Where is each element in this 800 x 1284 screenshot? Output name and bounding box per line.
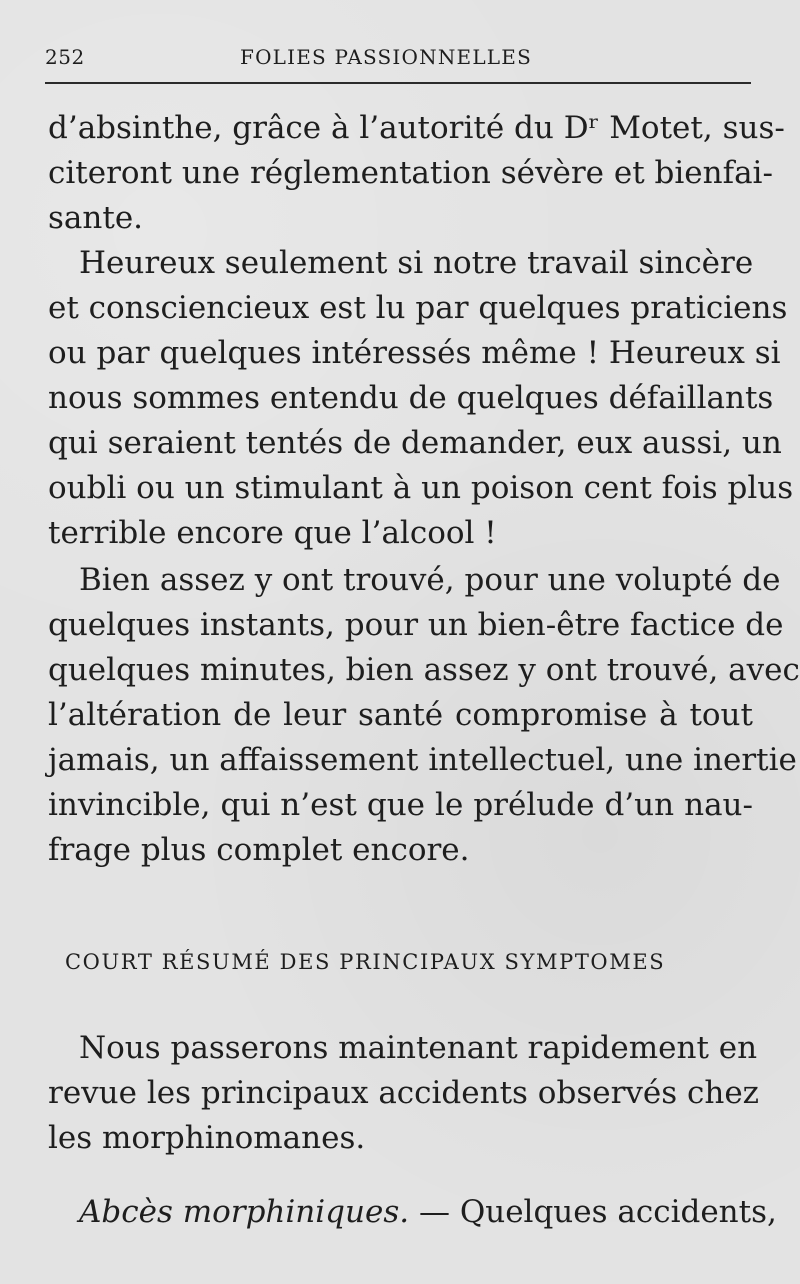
paragraph-5 <box>48 1190 777 1235</box>
page-number: 252 <box>45 45 85 69</box>
text-line: Nous passerons maintenant rapidement en <box>79 1030 758 1066</box>
text-line: Heureux seulement si notre travail sincère <box>79 245 754 281</box>
paragraph-text: — Quelques accidents, <box>409 1194 777 1230</box>
paragraph-1 <box>48 106 785 241</box>
text-line: qui seraient tentés de demander, eux aussi, un <box>48 425 782 461</box>
text-line: quelques instants, pour un bien-être factice de <box>48 607 784 643</box>
paragraph-4 <box>48 1026 760 1161</box>
text-line: quelques minutes, bien assez y ont trouvé, avec <box>48 652 800 688</box>
italic-heading: Abcès morphiniques. <box>79 1194 410 1230</box>
text-line: citeront une réglementation sévère et bienfai- <box>48 155 773 191</box>
header-rule <box>45 82 751 84</box>
text-line: revue les principaux accidents observés chez <box>48 1075 760 1111</box>
text-line: jamais, un affaissement intellectuel, une inertie <box>48 742 797 778</box>
text-line: l’altération de leur santé compromise à tout <box>48 697 753 733</box>
text-line: les morphinomanes. <box>48 1120 366 1156</box>
text-line: d’absinthe, grâce à l’autorité du Dʳ Motet, sus- <box>48 110 785 146</box>
running-head <box>45 45 750 73</box>
section-heading: COURT RÉSUMÉ DES PRINCIPAUX SYMPTOMES <box>65 950 666 974</box>
text-line: ou par quelques intéressés même ! Heureux si <box>48 335 781 371</box>
text-line: terrible encore que l’alcool ! <box>48 515 497 551</box>
text-line <box>48 1190 777 1235</box>
text-line: invincible, qui n’est que le prélude d’un nau- <box>48 787 753 823</box>
text-line: frage plus complet encore. <box>48 832 470 868</box>
paragraph-2 <box>48 241 794 556</box>
text-line: nous sommes entendu de quelques défaillants <box>48 380 774 416</box>
text-line: sante. <box>48 200 144 236</box>
text-line: oubli ou un stimulant à un poison cent fois plus <box>48 470 794 506</box>
paragraph-3 <box>48 558 800 873</box>
text-line: Bien assez y ont trouvé, pour une volupté de <box>79 562 781 598</box>
running-title: FOLIES PASSIONNELLES <box>240 45 532 69</box>
text-line: et consciencieux est lu par quelques praticiens <box>48 290 788 326</box>
